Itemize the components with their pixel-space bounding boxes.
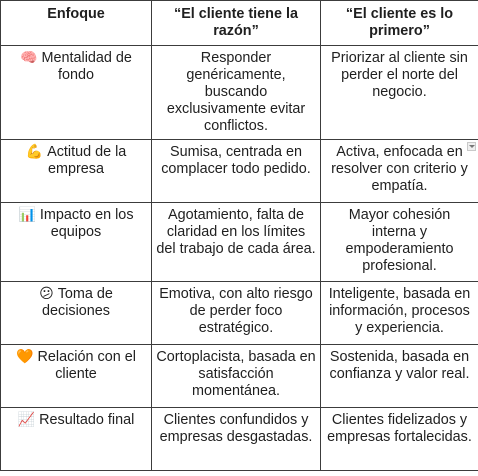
row-label: Toma de decisiones bbox=[42, 286, 113, 319]
table-row bbox=[1, 140, 478, 203]
table-header bbox=[1, 1, 478, 46]
table-row bbox=[1, 282, 478, 345]
row-label: Resultado final bbox=[39, 412, 135, 428]
table-row bbox=[1, 408, 478, 471]
cliente-es-primero-cell: Priorizar al cliente sin perder el norte del negocio. bbox=[321, 46, 478, 140]
cliente-es-primero-cell: Sostenida, basada en confianza y valor real. bbox=[321, 345, 478, 408]
cliente-tiene-razon-cell: Sumisa, centrada en complacer todo pedido. bbox=[152, 140, 321, 203]
table-row bbox=[1, 345, 478, 408]
cliente-tiene-razon-cell: Emotiva, con alto riesgo de perder foco estratégico. bbox=[152, 282, 321, 345]
row-label-cell bbox=[1, 140, 152, 203]
header-enfoque: Enfoque bbox=[1, 1, 152, 46]
header-row bbox=[1, 1, 478, 46]
cliente-tiene-razon-cell: Responder genéricamente, buscando exclusivamente evitar conflictos. bbox=[152, 46, 321, 140]
cliente-es-primero-cell: Mayor cohesión interna y empoderamiento profesional. bbox=[321, 203, 478, 282]
cell-dropdown-icon[interactable] bbox=[467, 142, 476, 151]
bar-chart-icon: 📊 bbox=[18, 207, 36, 223]
brain-icon: 🧠 bbox=[20, 50, 38, 66]
flexed-bicep-icon: 💪 bbox=[25, 144, 44, 160]
row-label-cell bbox=[1, 408, 152, 471]
row-label: Relación con el cliente bbox=[37, 349, 136, 382]
cliente-tiene-razon-cell: Clientes confundidos y empresas desgastadas. bbox=[152, 408, 321, 471]
chart-increasing-icon: 📈 bbox=[17, 412, 36, 428]
cliente-es-primero-cell: Inteligente, basada en información, procesos y experiencia. bbox=[321, 282, 478, 345]
cliente-es-primero-cell[interactable] bbox=[321, 140, 478, 203]
table-row bbox=[1, 203, 478, 282]
cliente-es-primero-cell: Clientes fidelizados y empresas fortalecidas. bbox=[321, 408, 478, 471]
confused-face-icon: 😕 bbox=[39, 286, 54, 302]
orange-heart-icon: 🧡 bbox=[16, 349, 34, 365]
table-body bbox=[1, 46, 478, 471]
cliente-tiene-razon-cell: Cortoplacista, basada en satisfacción momentánea. bbox=[152, 345, 321, 408]
cell-text: Activa, enfocada en resolver con criterio y empatía. bbox=[331, 144, 468, 194]
header-cliente-es-primero: “El cliente es lo primero” bbox=[321, 1, 478, 46]
row-label: Mentalidad de fondo bbox=[41, 50, 132, 83]
row-label-cell bbox=[1, 203, 152, 282]
row-label-cell bbox=[1, 282, 152, 345]
header-cliente-tiene-razon: “El cliente tiene la razón” bbox=[152, 1, 321, 46]
row-label-cell bbox=[1, 345, 152, 408]
row-label-cell bbox=[1, 46, 152, 140]
table-row bbox=[1, 46, 478, 140]
row-label: Actitud de la empresa bbox=[47, 144, 127, 177]
row-label: Impacto en los equipos bbox=[39, 207, 134, 240]
cliente-tiene-razon-cell: Agotamiento, falta de claridad en los límites del trabajo de cada área. bbox=[152, 203, 321, 282]
